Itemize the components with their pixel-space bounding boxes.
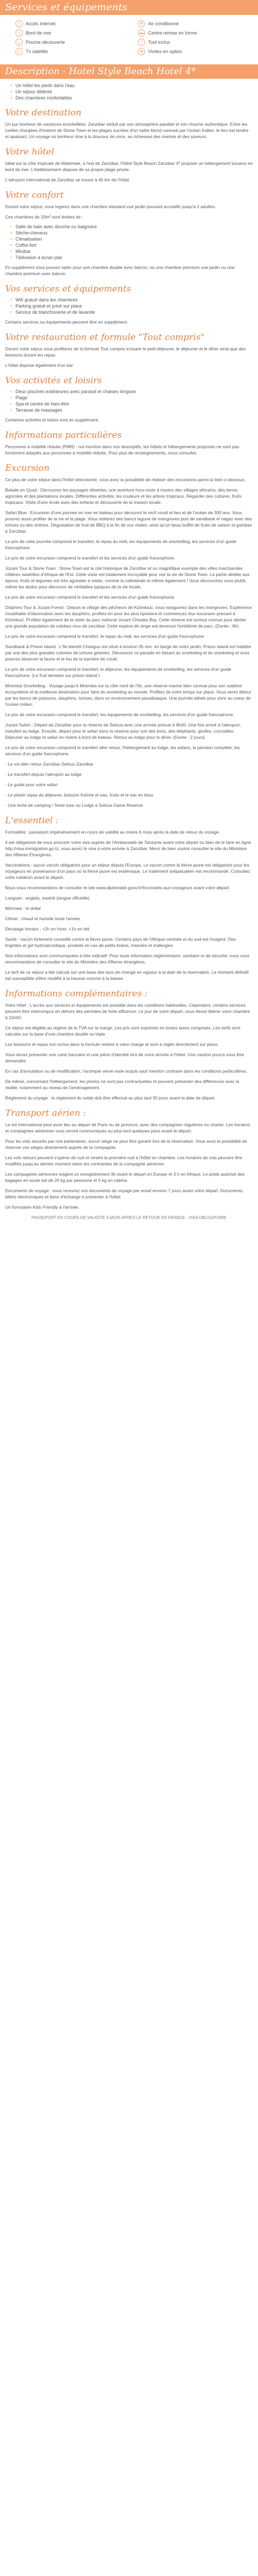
excursions-item: - Le transfert depuis l'aéroport au lodge (5, 772, 82, 777)
snowflake-icon: ✻ (138, 20, 145, 27)
section-heading: Votre destination (5, 108, 82, 118)
complementaires-list (0, 1002, 258, 1101)
excursions-item: - Le plaisir repas du déjeuner, boisson fraîche et eau, fruits et le sac en tissu (5, 792, 153, 798)
section-heading: Vos services et équipements (5, 284, 131, 294)
section-paragraph: L'hôtel dispose également d'un bar. (5, 363, 74, 368)
service-label: Piscine découverte (26, 40, 66, 45)
transport-final: Un formulaire Kids Friendly à l'arrivée. (5, 1205, 79, 1210)
service-item (138, 39, 250, 46)
section-list (0, 389, 258, 413)
excursion-list (0, 477, 258, 808)
section-list-item: • Minibar (15, 249, 258, 254)
essentiel-list (0, 829, 258, 981)
section-paragraph: Durant votre séjour vous profiterez de la formule Tout compris incluant le petit-déjeuner, le déjeuner et le dîner ainsi que des boissons durant les repas. (5, 346, 246, 358)
essentiel-item: Le tarif de ce séjour a été calculé sur une base des taux de change en vigueur à la date de la réservation. Le montant définitif est susceptible d'être modifié à la hausse comme à la baisse. (5, 970, 249, 981)
highlight-item: • Un hôtel les pieds dans l'eau (15, 83, 258, 88)
excursions-item: Le prix de votre excursion comprend le transfert, le déjeuner, les équipements de snorkelling, les services d'un guide francophone. (Le fruit dentaire sur prison island.) (5, 667, 232, 678)
excursions-item: Le prix de votre excursion comprend le transfert, le repas du midi, les services d'un guide francophone. (5, 634, 205, 639)
cocktail-icon: ▽ (138, 39, 145, 46)
essentiel-item: Langues : anglais, swahili (langue officielle) (5, 895, 90, 901)
service-label: Bord de mer (26, 30, 52, 36)
service-label: Tout inclus (148, 40, 170, 45)
page (0, 0, 258, 1223)
highlights-list (0, 83, 258, 100)
transport-item: Pour les vols assurés par nos partenaires, aucun siège ne peut être garanti lors de la réservation. Vous avez la possibilité de réserver vos sièges directement auprès de la compagnie. (5, 1139, 247, 1150)
section-list (0, 224, 258, 260)
excursion-heading: Excursion (5, 463, 50, 473)
excursions-item: Le prix de votre excursion comprend le transfert, les équipements de snorkelling, les services d'un guide francophone. (5, 712, 234, 717)
section-paragraph: Un pur bonheur de vacances ensoleillées. Zanzibar séduit par son atmosphère paisible et son charme authentique. Entre les ruelles chargées d'histoire de Stone Town et les plages sucrées d'un sable blond caressé par l'océan Indien, le lieu est tendre et apaisant. Un voyage où bonheur rime à la douceur de vivre, au richesses des marées et des saveurs. (5, 122, 249, 139)
highlight-item: • Des chambres confortables (15, 95, 258, 100)
transport-footer-note: Documents de voyage : vous recevrez vos documents de voyage par email environ 7 jours avant votre départ. Documents, billets électroniques et bons d'échange à présenter à l'hôtel. (5, 1188, 244, 1199)
section-note: Certains services ou équipements peuvent être en supplément. (5, 319, 128, 325)
section-list-item: • Télévision à écran plat (15, 255, 258, 260)
section-list (0, 297, 258, 315)
service-item (15, 29, 127, 37)
page-footer: PASSEPORT EN COURS DE VALIDITE 6 MOIS APRES LE RETOUR EN FRANCE - VISA OBLIGATOIRE (31, 1215, 227, 1220)
service-label: Visites en option (148, 49, 182, 54)
complementaires-item: En cas d'annulation ou de modification, l'acompte versé reste acquis sauf mention contraire dans les conditions particulières. (5, 1069, 248, 1074)
section-list-item: • Parking gratuit et privé sur place (15, 303, 258, 309)
excursions-item: Le prix de votre excursion comprend le transfert et les services d'un guide francophone. (5, 595, 175, 600)
section-heading: Votre confort (5, 190, 64, 200)
excursions-item: Safari Blue : Excursion d'une journée en mer en bateau pour découvrir le récif corail et lieu et de l'océan de 300 ans. Vous pourrez aussi profiter de la vie et la plage. Vous visiterez des bancs lagune de mangroves puis de sandbank et nagez avec des tortues ou des sirènes. Dégustation de fruit de BBQ à la fin de vos visites, ainsi qu'un beau buffet de fruits de saison et gambas à Zanzibar. (5, 510, 252, 534)
dumbbell-icon: ▬ (138, 29, 145, 37)
service-item (138, 48, 250, 55)
complementaires-item: Les boissons et repas non inclus dans la formule restent à votre charge et sont à régler directement sur place. (5, 1042, 219, 1047)
pool-icon: ◡ (15, 39, 23, 46)
service-item (138, 20, 250, 27)
service-item (15, 20, 127, 27)
complementaires-item: Vous devez présenter une carte bancaire et une pièce d'identité lors de votre arrivée à l'hôtel. Une caution pourra vous être demandée. (5, 1052, 244, 1063)
essentiel-item: Décalage horaire : +2h en hiver, +1h en été (5, 926, 90, 931)
excursions-item: - Une tente de camping / Tente luxe ou Lodge à Selous Game Reserve (5, 803, 143, 808)
section-heading: Votre hôtel (5, 147, 54, 157)
complementaires-item: Ce séjour est éligible au régime de la TVA sur la marge. Les prix sont exprimés en toutes taxes comprises. Les tarifs sont calculés sur la base d'une chambre double ou triple. (5, 1025, 240, 1037)
service-item (15, 39, 127, 46)
service-label: Centre remise en forme (148, 30, 197, 36)
highlight-item: • Un séjour détente (15, 89, 258, 94)
wifi-icon: ≈ (15, 20, 23, 27)
transport-item: Le vol international peut avoir lieu au départ de Paris ou de province, avec des compagnies régulières ou charter. Les horaires et compagnies aériennes vous seront communiqués au plus tard quelques jours avant le départ. (5, 1122, 250, 1133)
section-list-item: • Sèche-cheveux (15, 230, 258, 235)
complementaires-heading: Informations complémentaires : (5, 989, 148, 999)
section-heading: Informations particulières (5, 430, 122, 440)
excursions-item: Mnemba Snorkelling : Voyage jusqu'à Mnemba sur la côte nord de l'île, une réserve marine bien connue pour son sublime écosystème et la meilleure destination pour faire du snorkeling au monde. Profitez de votre temps sur place. Vous serez ébloui par les bancs de poissons, dauphins, tortues, dans un environnement paradisiaque. Une journée idéale pour vivre au coeur de l'océan Indien. (5, 683, 251, 707)
section-paragraph: Durant votre séjour, vous logerez dans une chambre standard vue jardin pouvant accueillir jusqu'à 2 adultes. (5, 204, 216, 209)
excursions-item: Dolphins Tour & Jozani Forest : Depuis le village des pêcheurs de Kizimkazi, vous naviguerez dans les mangroves. Expérience inoubliable d'observation avec les dauphins, profitez-en pour les plus ripostera et commencez leur excursion prenant à Kizimkazi. Profitez également de la visite du parc national Jozani Chwaka Bay. Cette réserve est surtout connue pour abriter une grande population de colobes roux de zanzibar. Cette espèce de singe est devenue l'emblème de parc. (Durée : 6h) (5, 605, 252, 629)
essentiel-item: Nos informations sont communiquées à titre indicatif. Pour toute information réglementaire, sanitaire et de sécurité, nous vous recommandons de consulter le site du Ministère des Affaires étrangères. (5, 953, 250, 964)
section-list-item: • Service de blanchisserie et de lavande (15, 310, 258, 315)
excursions-item: Le prix de votre excursion comprend le transfert aller retour, l'hébergement au lodge, les safaris, la pension complète, les services d'un guide francophone. (5, 745, 240, 756)
excursions-item: - Le guide pour votre safari (5, 782, 58, 787)
excursions-item: Le prix de cette journée comprend le transfert, le repas du midi, les équipements de snorkelling, les services d'un guide francophone. (5, 539, 237, 550)
section-paragraph: L'aéroport international de Zanzibar se trouve à 45 km de l'hôtel. (5, 177, 131, 182)
excursions-item: Balade en Quad : Découvrez les paysages désertes, une aventure hors-route à travers des villages africains, des terres agricoles et des plantations locales. Différentes activités, les couleurs et les arbres tropicaux. Regarder des cultures, fruits tropicaux. Visite d'une école avec des enfants et découverte de la maison locale. (5, 487, 242, 505)
service-item (138, 29, 250, 37)
section-list-item: • Coffre-fort (15, 243, 258, 248)
service-item (15, 48, 127, 55)
map-icon: ◈ (138, 48, 145, 55)
service-label: Tv satellite (26, 49, 49, 54)
essentiel-heading: L'essentiel : (5, 816, 59, 826)
excursions-item: Jozani Safari : Départ de Zanzibar pour la réserve de Selous avec une arrivée prévue à 8h00. Une fois arrivé à l'aéroport, transfert au lodge. Ensuite, départ pour le safari dans la réserve pour voir des lions, des éléphants, girafes, crocodiles. Déjeuner au lodge et safari en rivière à bord de bateau. Retour au lodge pour le dîner. (Durée : 2 jours) (5, 722, 241, 740)
services-grid (0, 18, 258, 60)
section-paragraph: Idéal sur la côte tropicale de Matemwe, à l'est de Zanzibar, l'hôtel Style Beach Zanzibar 4* propose un hébergement luxueux en bord de mer. L'établissement dispose de sa propre plage privée. (5, 161, 253, 172)
excursions-item: Jozani Tour & Stone Town : Stone Town est la cité historique de Zanzibar et un magnifique exemple des villes marchandes côtières swahilies d'Afrique de l'Est. Cette visite est totalement incroyable pour voir la vie de Stone Town. La partie dédiée aux épices, fruits et légumes est très agréable à visiter, comme la cathédrale et même également ! Vous découvrirez vous plutôt, même les dodos pour découvrir de véritables typiques de la vie locale. (5, 566, 250, 589)
essentiel-item: Vaccinations : aucun vaccin obligatoire pour un séjour depuis l'Europe, Le vaccin contre la fièvre jaune est obligatoire pour les voyageurs en provenance d'un pays où la fièvre jaune est endémique. Le traitement antipaludéen est recommandé. Consultez votre médecin avant le départ. (5, 862, 251, 880)
complementaires-item: Règlement du voyage : le règlement du solde doit être effectué au plus tard 30 jours avant la date de départ. (5, 1095, 216, 1100)
essentiel-item: Monnaie : le dollar (5, 906, 41, 911)
essentiel-item: Santé : vaccin fortement conseillé contre la fièvre jaune. Certains pays de l'Afrique centrale et du sud-est l'exigent. Des lingettes et gel hydroalcoolique, produits en cas de petits bobos, insectes et d'allergies. (5, 937, 236, 948)
tv-icon: ▭ (15, 48, 23, 55)
essentiel-item: Formalités : passeport impérativement en cours de validité au moins 6 mois après la date de retour du voyage. (5, 829, 220, 835)
transport-item: Les compagnies aériennes exigent un enregistrement 3h avant le départ en Europe et 3 h en Afrique. Le poids autorisé des bagages en soute est de 20 kg par personne et 5 kg en cabine. (5, 1172, 245, 1183)
section-list-item: • Salle de bain avec douche ou baignoire (15, 224, 258, 229)
excursions-item: - Le vol aller retour Zanzibar-Selous-Zanzibar (5, 761, 94, 767)
section-heading: Votre restauration et formule "Tout compris" (5, 332, 205, 343)
section-paragraph: Personnes à mobilité réduite (PMR) : nul mention dans nos descriptifs, les hôtels et hébergements proposés ne sont pas forcément adaptés aux personnes à mobilité réduite. Pour plus de renseignements, nous consulter. (5, 444, 239, 455)
section-list-item: • Spa et centre de bien-être (15, 401, 258, 406)
service-label: Air conditionné (148, 21, 179, 26)
description-sections (0, 108, 258, 456)
section-list-item: • Terrasse de massages (15, 408, 258, 413)
essentiel-item: Il est obligatoire de vous procurer votre visa auprès de l'Ambassade de Tanzanie avant votre départ ou bien de le faire en ligne http://visa.immigration.go.tz, vous aurez le visa à votre arrivée à Zanzibar. Merci de bien vouloir consulter le site du Ministère des Affaires Étrangères. (5, 840, 251, 857)
section-note: Certaines activités et loisirs sont en supplément. (5, 417, 99, 422)
excursions-item: Ce plus de votre séjour dans l'hôtel sélectionné, vous avez la possibilité de réaliser des excursions parmi la liste ci-dessous : (5, 477, 247, 482)
essentiel-item: Climat : chaud et humide toute l'année (5, 916, 80, 921)
section-list-item: • Plage (15, 395, 258, 400)
essentiel-item: Nous vous recommandons de consulter le site www.diplomatie.gouv.fr/fr/conseils-aux-voyageurs avant votre départ. (5, 885, 230, 890)
section-list-item: • Deux piscines extérieures avec parasol et chaises longues (15, 389, 258, 394)
section-list-item: • Climatisation (15, 236, 258, 242)
excursions-item: Sandbank & Prison Island : L'île bientôt Changuu est situé à environ 35 min. en barge de notre jardin. Prison island est habitée par une des plus grandes colonies de tortues géantes. Découvrez ce paradis en faisant du snorkeling et du snorkeling et vous pourrez observer la faune et le feu de la barrière de corail. (5, 644, 251, 662)
transport-list (0, 1122, 258, 1183)
section-paragraph: Ces chambres de 33m² sont dotées de : (5, 214, 84, 219)
complementaires-item: Votre hôtel : L'accès aux services et équipements est possible dans les conditions habituelles. Cependant, certains services peuvent être interrompus en dehors des périodes de forte affluence. Le jour de votre départ, vous devez libérer votre chambre à 11h00. (5, 1003, 250, 1020)
excursions-item: Le prix de votre excursion comprend le transfert et les services d'un guide francophone. (5, 555, 175, 561)
description-title: Description - Hotel Style Beach Hotel 4* (0, 64, 258, 79)
wave-icon: ∿ (15, 29, 23, 37)
transport-heading: Transport aérien : (5, 1108, 86, 1118)
section-heading: Vos activités et loisirs (5, 376, 102, 386)
service-label: Accès Internet (26, 21, 56, 26)
transport-item: Les vols retours peuvent s'opérer de nuit et rendre la première nuit à l'hôtel en chambre. Les horaires de vols peuvent être modifiés jusqu'au dernier moment selon les contraintes de la compagnie aérienne. (5, 1155, 243, 1166)
section-list-item: • Wifi gratuit dans les chambres (15, 297, 258, 302)
complementaires-item: De même, concernant l'hébergement, les photos ne sont pas contractuelles et peuvent présenter des différences avec la réalité, notamment au niveau de l'aménagement. (5, 1079, 239, 1090)
services-title: Services et équipements (0, 0, 258, 15)
section-note: En supplément vous pouvez opter pour une chambre double avec balcon, ou une chambre premium vue jardin ou une chambre premium avec balcon. (5, 265, 235, 276)
